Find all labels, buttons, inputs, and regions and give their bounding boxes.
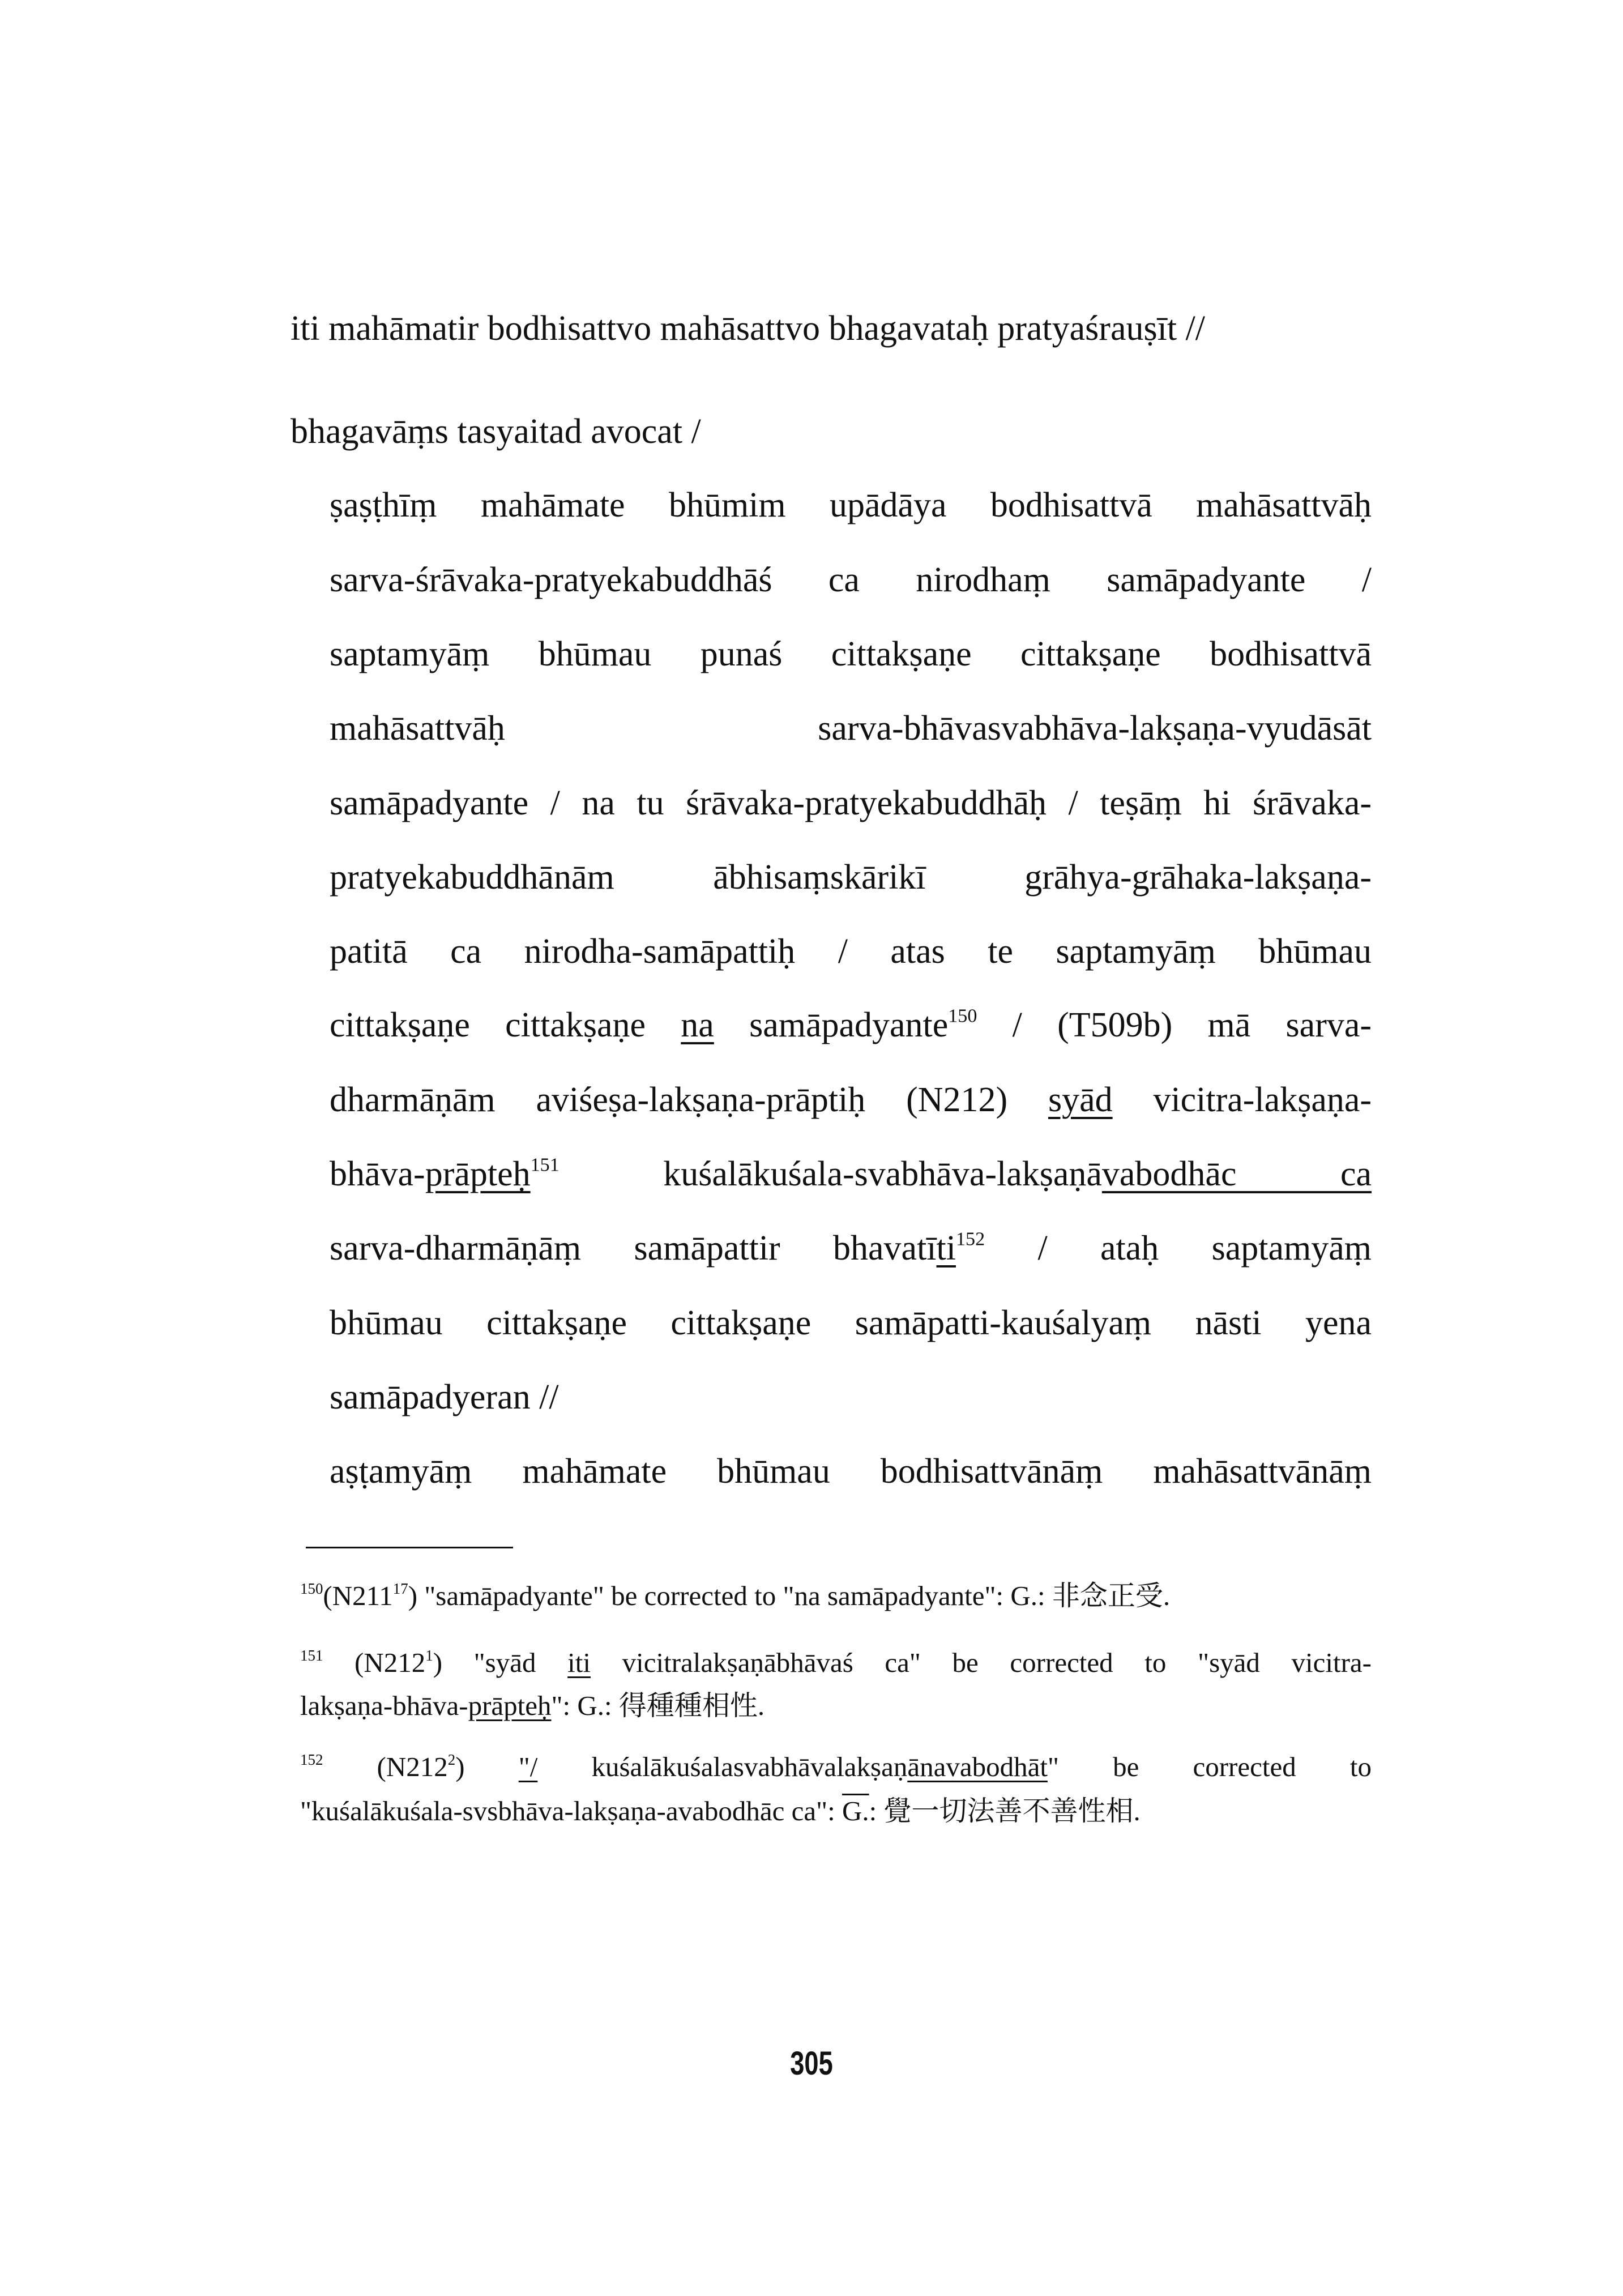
body-line-4 [330,557,1372,603]
body-line-7 [330,780,1372,826]
footnote-152-line-1 [300,1749,1372,1785]
body-line-16 [330,1449,1372,1494]
footnote-sup: 17 [392,1580,408,1597]
footnote-151-line-2 [300,1688,764,1724]
body-text: samāpadyante [714,1006,949,1044]
body-line-15 [330,1375,559,1420]
body-text: / ataḥ saptamyāṃ [985,1229,1372,1268]
body-line-6-right [754,706,1372,751]
footnote-sup: 1 [425,1646,433,1664]
underlined-word: prāpteḥ [425,1155,531,1193]
body-text: ṣaṣṭhīṃ mahāmate bhūmim upādāya bodhisattvā mahāsattvāḥ [330,486,1372,524]
footnote-text: : 覺一切法善不善性相. [869,1795,1141,1826]
body-text: bhāva- [330,1155,425,1193]
footnote-text: " be corrected to [1047,1751,1372,1782]
underlined-word: G. [842,1795,869,1826]
footnote-text: ) [455,1751,519,1782]
body-text: pratyekabuddhānām ābhisaṃskārikī grāhya-grāhaka-lakṣaṇa- [330,858,1372,897]
footnote-ref-151: 151 [530,1154,559,1176]
footnote-text: ": G.: 得種種相性. [551,1690,765,1721]
body-text: vicitra-lakṣaṇa- [1112,1081,1372,1119]
underlined-word: iti [567,1647,591,1678]
body-line-3 [330,483,1372,528]
underlined-word: prāpteḥ [468,1690,552,1721]
body-text: dharmāṇām aviśeṣa-lakṣaṇa-prāptiḥ (N212) [330,1081,1048,1119]
footnote-text: (N212 [323,1751,448,1782]
body-line-10 [330,1002,1372,1048]
footnote-text: vicitralakṣaṇābhāvaś ca" be corrected to "syād vicitra- [590,1647,1372,1678]
body-line-11 [330,1077,1372,1123]
footnote-150 [300,1578,1170,1614]
footnote-ref-150: 150 [948,1005,977,1027]
footnote-152-line-2 [300,1793,1141,1829]
underlined-word: na [681,1006,714,1044]
body-line-13 [330,1226,1372,1271]
body-text: aṣṭamyāṃ mahāmate bhūmau bodhisattvānāṃ mahāsattvānāṃ [330,1452,1372,1491]
body-text: saptamyāṃ bhūmau punaś cittakṣaṇe cittakṣaṇe bodhisattvā [330,635,1372,673]
body-text: kuśalākuśala-svabhāva-lakṣaṇā [559,1155,1102,1193]
body-line-9 [330,929,1372,974]
page-number: 305 [790,2045,833,2082]
body-line-5 [330,631,1372,677]
body-line-8 [330,855,1372,900]
footnote-text: ) "samāpadyante" be corrected to "na samāpadyante": G.: 非念正受. [408,1580,1171,1611]
body-text: iti mahāmatir bodhisattvo mahāsattvo bhagavataḥ pratyaśrauṣīt // [291,309,1205,348]
body-text: sarva-śrāvaka-pratyekabuddhāś ca nirodhaṃ samāpadyante / [330,561,1372,599]
body-line-1 [291,306,1205,351]
body-line-6-left [330,706,505,751]
footnote-number: 150 [300,1580,323,1597]
underlined-word: syād [1048,1081,1113,1119]
body-text: cittakṣaṇe cittakṣaṇe [330,1006,681,1044]
body-text: mahāsattvāḥ [330,709,505,748]
body-text: samāpadyeran // [330,1378,559,1416]
body-text: bhūmau cittakṣaṇe cittakṣaṇe samāpatti-kauśalyaṃ nāsti yena [330,1304,1372,1342]
underlined-word: ti [936,1229,956,1268]
body-line-2 [291,409,701,454]
footnote-151-line-1 [300,1645,1372,1681]
footnote-text: lakṣaṇa-bhāva- [300,1690,468,1721]
footnote-separator [306,1547,513,1548]
body-text: samāpadyante / na tu śrāvaka-pratyekabuddhāḥ / teṣāṃ hi śrāvaka- [330,784,1372,822]
footnote-text: "kuśalākuśala-svsbhāva-lakṣaṇa-avabodhāc ca": [300,1795,842,1826]
underlined-word: vabodhāc ca [1101,1155,1372,1193]
footnote-number: 152 [300,1751,323,1768]
footnote-sup: 2 [447,1751,456,1768]
body-text: / (T509b) mā sarva- [977,1006,1372,1044]
footnote-text: (N211 [323,1580,393,1611]
body-text: sarva-bhāvasvabhāva-lakṣaṇa-vyudāsāt [818,709,1372,748]
body-line-12 [330,1151,1372,1197]
body-text: patitā ca nirodha-samāpattiḥ / atas te saptamyāṃ bhūmau [330,932,1372,971]
body-text: sarva-dharmāṇāṃ samāpattir bhavatī [330,1229,937,1268]
footnote-number: 151 [300,1646,323,1664]
underlined-word: "/ [518,1751,538,1782]
footnote-text: ) "syād [433,1647,568,1678]
footnote-ref-152: 152 [955,1228,985,1250]
underlined-word: ānavabodhāt [907,1751,1048,1782]
footnote-text: kuśalākuśalasvabhāvalakṣaṇ [537,1751,908,1782]
body-text: bhagavāṃs tasyaitad avocat / [291,412,701,451]
footnote-text: (N212 [323,1647,426,1678]
body-line-14 [330,1300,1372,1346]
